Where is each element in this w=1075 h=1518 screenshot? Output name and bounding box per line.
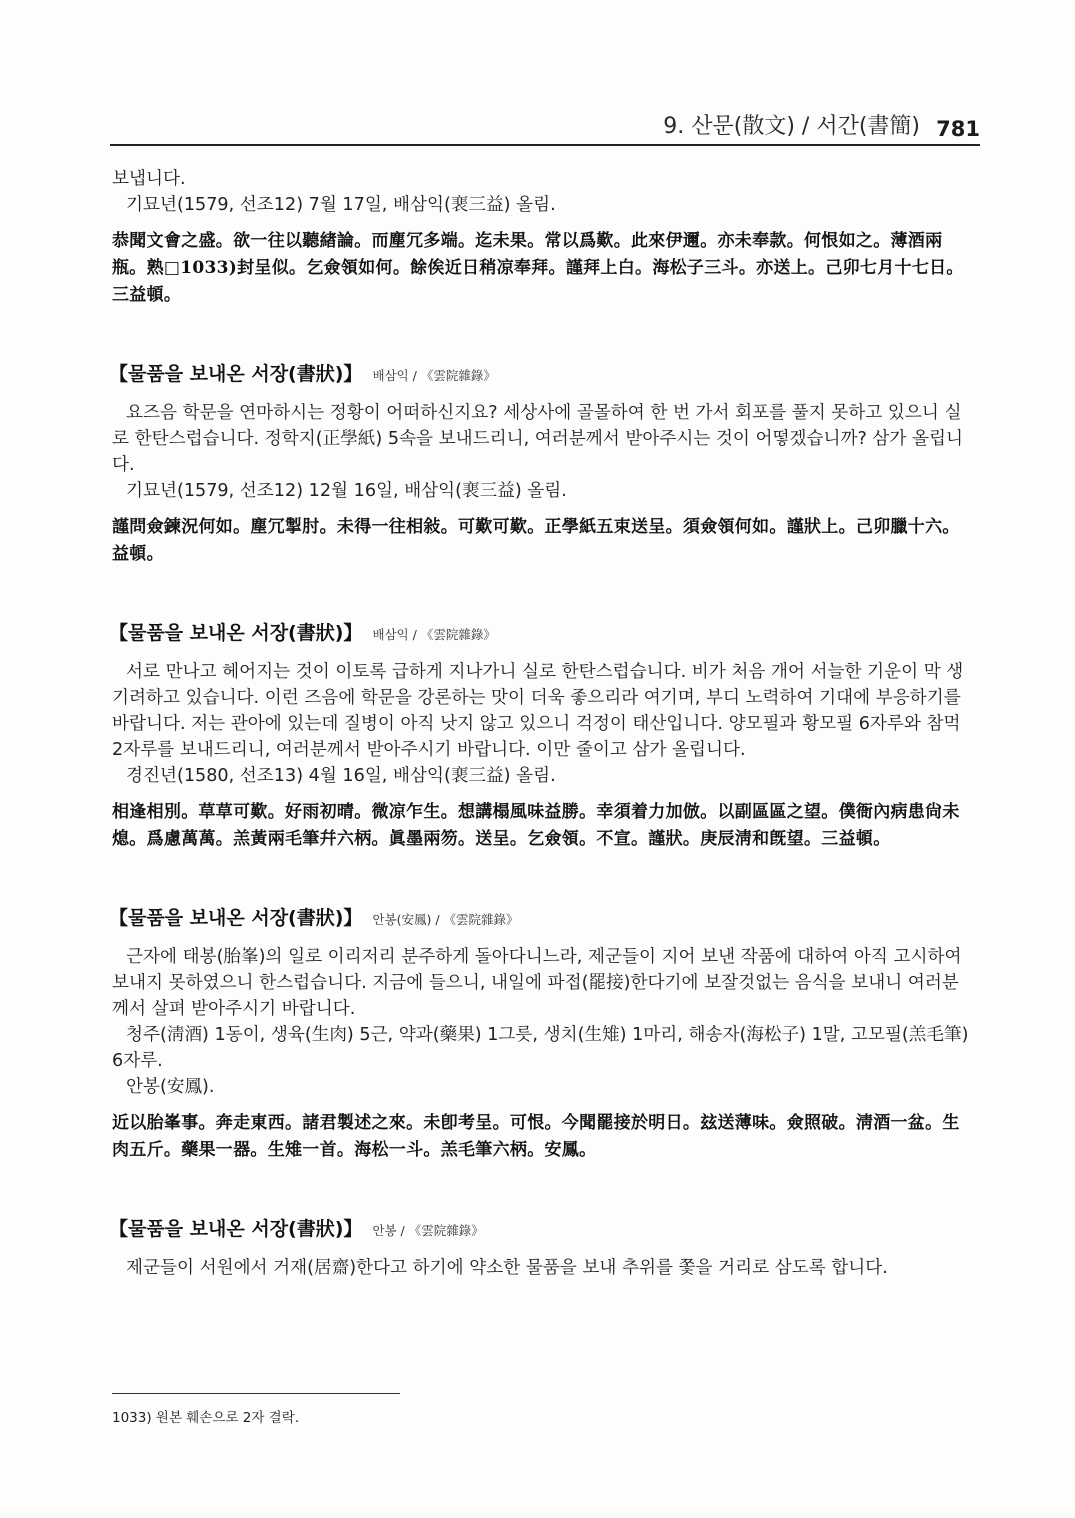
letter-section-4 [109, 1214, 974, 1281]
intro-dateline: 기묘년(1579, 선조12) 7월 17일, 배삼익(裵三益) 올림. [126, 195, 556, 215]
section-source: 안봉(安鳳) / 《雲院雜錄》 [372, 912, 519, 927]
section-hanja-original: 近以胎峯事。奔走東西。諸君製述之來。未卽考呈。可恨。今聞罷接於明日。玆送薄味。僉照破。淸酒一盆。生肉五斤。藥果一器。生雉一首。海松一斗。羔毛筆六柄。安鳳。 [112, 1113, 960, 1160]
section-body: 근자에 태봉(胎峯)의 일로 이리저리 분주하게 돌아다니느라, 제군들이 지어 보낸 작품에 대하여 아직 고시하여 보내지 못하였으니 한스럽습니다. 지금에 들으니, 내일에 파접(罷接)한다기에 보잘것없는 음식을 보내니 여러분께서 살펴 받아주시기 바랍니다. [112, 947, 962, 1019]
section-body: 요즈음 학문을 연마하시는 정황이 어떠하신지요? 세상사에 골몰하여 한 번 가서 회포를 풀지 못하고 있으니 실로 한탄스럽습니다. 정학지(正學紙) 5속을 보내드리니, 여러분께서 받아주시는 것이 어떻겠습니까? 삼가 올립니다. [112, 403, 963, 475]
section-body: 제군들이 서원에서 거재(居齋)한다고 하기에 약소한 물품을 보내 추위를 쫓을 거리로 삼도록 합니다. [126, 1258, 888, 1278]
section-hanja-original: 謹問僉鍊況何如。塵冗掣肘。未得一往相敍。可歎可歎。正學紙五束送呈。須僉領何如。謹狀上。己卯臘十六。益頓。 [112, 517, 960, 564]
section-heading: 【물품을 보내온 서장(書狀)】 [109, 907, 363, 929]
section-title [109, 1214, 974, 1241]
section-hanja-original: 相逢相別。草草可歎。好雨初晴。微凉乍生。想講榻風味益勝。幸須着力加倣。以副區區之望。僕衙內病患尙未熄。爲慮萬萬。羔黃兩毛筆幷六柄。眞墨兩笏。送呈。乞僉領。不宣。謹狀。庚辰淸和旣望。三益頓。 [112, 802, 960, 849]
section-source: 안봉 / 《雲院雜錄》 [372, 1223, 484, 1238]
header-rule [110, 144, 980, 146]
section-title [109, 903, 974, 930]
letter-section-3 [109, 903, 974, 1164]
section-heading: 【물품을 보내온 서장(書狀)】 [109, 1218, 363, 1240]
section-source: 배삼익 / 《雲院雜錄》 [372, 627, 496, 642]
section-heading: 【물품을 보내온 서장(書狀)】 [109, 363, 363, 385]
section-title [109, 359, 974, 386]
intro-hanja-original: 恭聞文會之盛。欲一往以聽緖論。而塵冗多端。迄未果。常以爲歎。此來伊邇。亦未奉款。何恨如之。薄酒兩瓶。熟□1033)封呈似。乞僉領如何。餘俟近日稍凉奉拜。謹拜上白。海松子三斗。亦送上。己卯七月十七日。三益頓。 [112, 231, 964, 305]
section-title [109, 618, 974, 645]
running-title: 9. 산문(散文) / 서간(書簡) [663, 114, 920, 139]
section-dateline: 기묘년(1579, 선조12) 12월 16일, 배삼익(裵三益) 올림. [126, 481, 567, 501]
letter-section-1 [109, 359, 974, 568]
section-heading: 【물품을 보내온 서장(書狀)】 [109, 622, 363, 644]
section-dateline: 안봉(安鳳). [126, 1077, 215, 1097]
section-dateline: 경진년(1580, 선조13) 4월 16일, 배삼익(裵三益) 올림. [126, 766, 556, 786]
gift-list: 청주(淸酒) 1동이, 생육(生肉) 5근, 약과(藥果) 1그릇, 생치(生雉) 1마리, 해송자(海松子) 1말, 고모필(羔毛筆) 6자루. [112, 1025, 969, 1071]
section-source: 배삼익 / 《雲院雜錄》 [372, 368, 496, 383]
intro-continuation [112, 166, 974, 309]
footnote-rule [112, 1393, 400, 1394]
page-number: 781 [936, 117, 980, 141]
main-content [109, 166, 974, 1281]
footnote: 1033) 원본 훼손으로 2자 결락. [112, 1410, 300, 1426]
letter-section-2 [109, 618, 974, 853]
page-header [110, 110, 980, 146]
section-body: 서로 만나고 헤어지는 것이 이토록 급하게 지나가니 실로 한탄스럽습니다. 비가 처음 개어 서늘한 기운이 막 생기려하고 있습니다. 이런 즈음에 학문을 강론하는 맛이 더욱 좋으리라 여기며, 부디 노력하여 기대에 부응하기를 바랍니다. 저는 관아에 있는데 질병이 아직 낫지 않고 있으니 걱정이 태산입니다. 양모필과 황모필 6자루와 참먹 2자루를 보내드리니, 여러분께서 받아주시기 바랍니다. 이만 줄이고 삼가 올립니다. [112, 662, 964, 760]
continuation-text: 보냅니다. [112, 169, 186, 189]
